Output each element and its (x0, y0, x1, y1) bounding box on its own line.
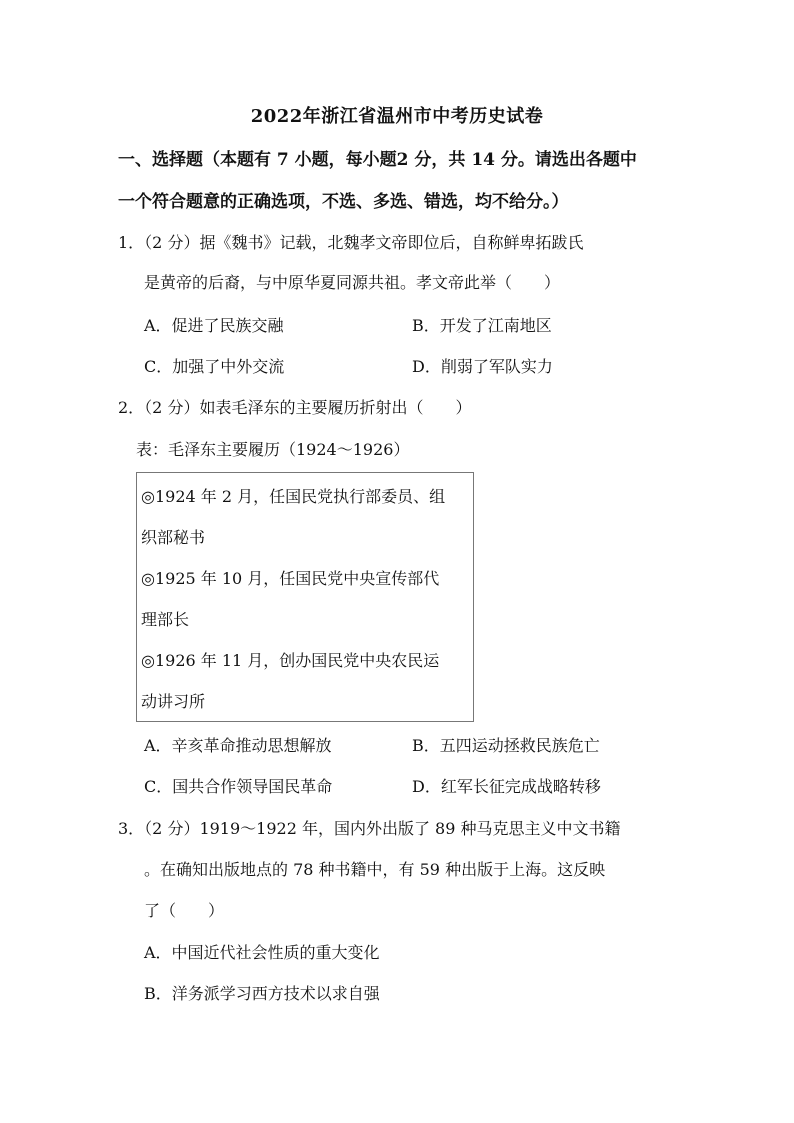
question-2-option-d: D．红军长征完成战略转移 (412, 777, 601, 796)
resume-table-line: ◎1925 年 10 月，任国民党中央宣传部代 (141, 569, 440, 588)
question-1-option-c: C．加强了中外交流 (144, 357, 285, 376)
question-1-stem-line-2: 是黄帝的后裔，与中原华夏同源共祖。孝文帝此举（ ） (144, 273, 561, 292)
question-2-option-b: B．五四运动拯救民族危亡 (412, 736, 600, 755)
question-3-stem-line-1: 3．（2 分）1919～1922 年，国内外出版了 89 种马克思主义中文书籍 (118, 819, 621, 838)
resume-table-line: ◎1926 年 11 月，创办国民党中央农民运 (141, 651, 440, 670)
question-3-option-b: B．洋务派学习西方技术以求自强 (144, 984, 380, 1003)
question-1-stem-line-1: 1．（2 分）据《魏书》记载，北魏孝文帝即位后，自称鲜卑拓跋氏 (118, 233, 584, 252)
resume-table-line: ◎1924 年 2 月，任国民党执行部委员、组 (141, 487, 446, 506)
page-title: 2022年浙江省温州市中考历史试卷 (250, 106, 544, 127)
section-heading-line-2: 一个符合题意的正确选项，不选、多选、错选，均不给分。） (118, 192, 569, 212)
question-1-option-b: B．开发了江南地区 (412, 316, 552, 335)
question-1-option-d: D．削弱了军队实力 (412, 357, 553, 376)
resume-table-line: 理部长 (141, 610, 190, 629)
question-3-stem-line-3: 了（ ） (144, 901, 225, 920)
resume-table (136, 472, 474, 722)
section-heading-line-1: 一、选择题（本题有 7 小题，每小题2 分，共 14 分。请选出各题中 (118, 150, 637, 170)
question-3-stem-line-2: 。在确知出版地点的 78 种书籍中，有 59 种出版于上海。这反映 (144, 860, 606, 879)
question-3-option-a: A．中国近代社会性质的重大变化 (144, 943, 380, 962)
question-2-option-a: A．辛亥革命推动思想解放 (144, 736, 332, 755)
question-2-table-caption: 表：毛泽东主要履历（1924～1926） (136, 440, 410, 459)
resume-table-line: 动讲习所 (141, 692, 206, 711)
question-2-stem: 2．（2 分）如表毛泽东的主要履历折射出（ ） (118, 398, 472, 417)
question-2-option-c: C．国共合作领导国民革命 (144, 777, 333, 796)
resume-table-line: 织部秘书 (141, 528, 206, 547)
question-1-option-a: A．促进了民族交融 (144, 316, 284, 335)
